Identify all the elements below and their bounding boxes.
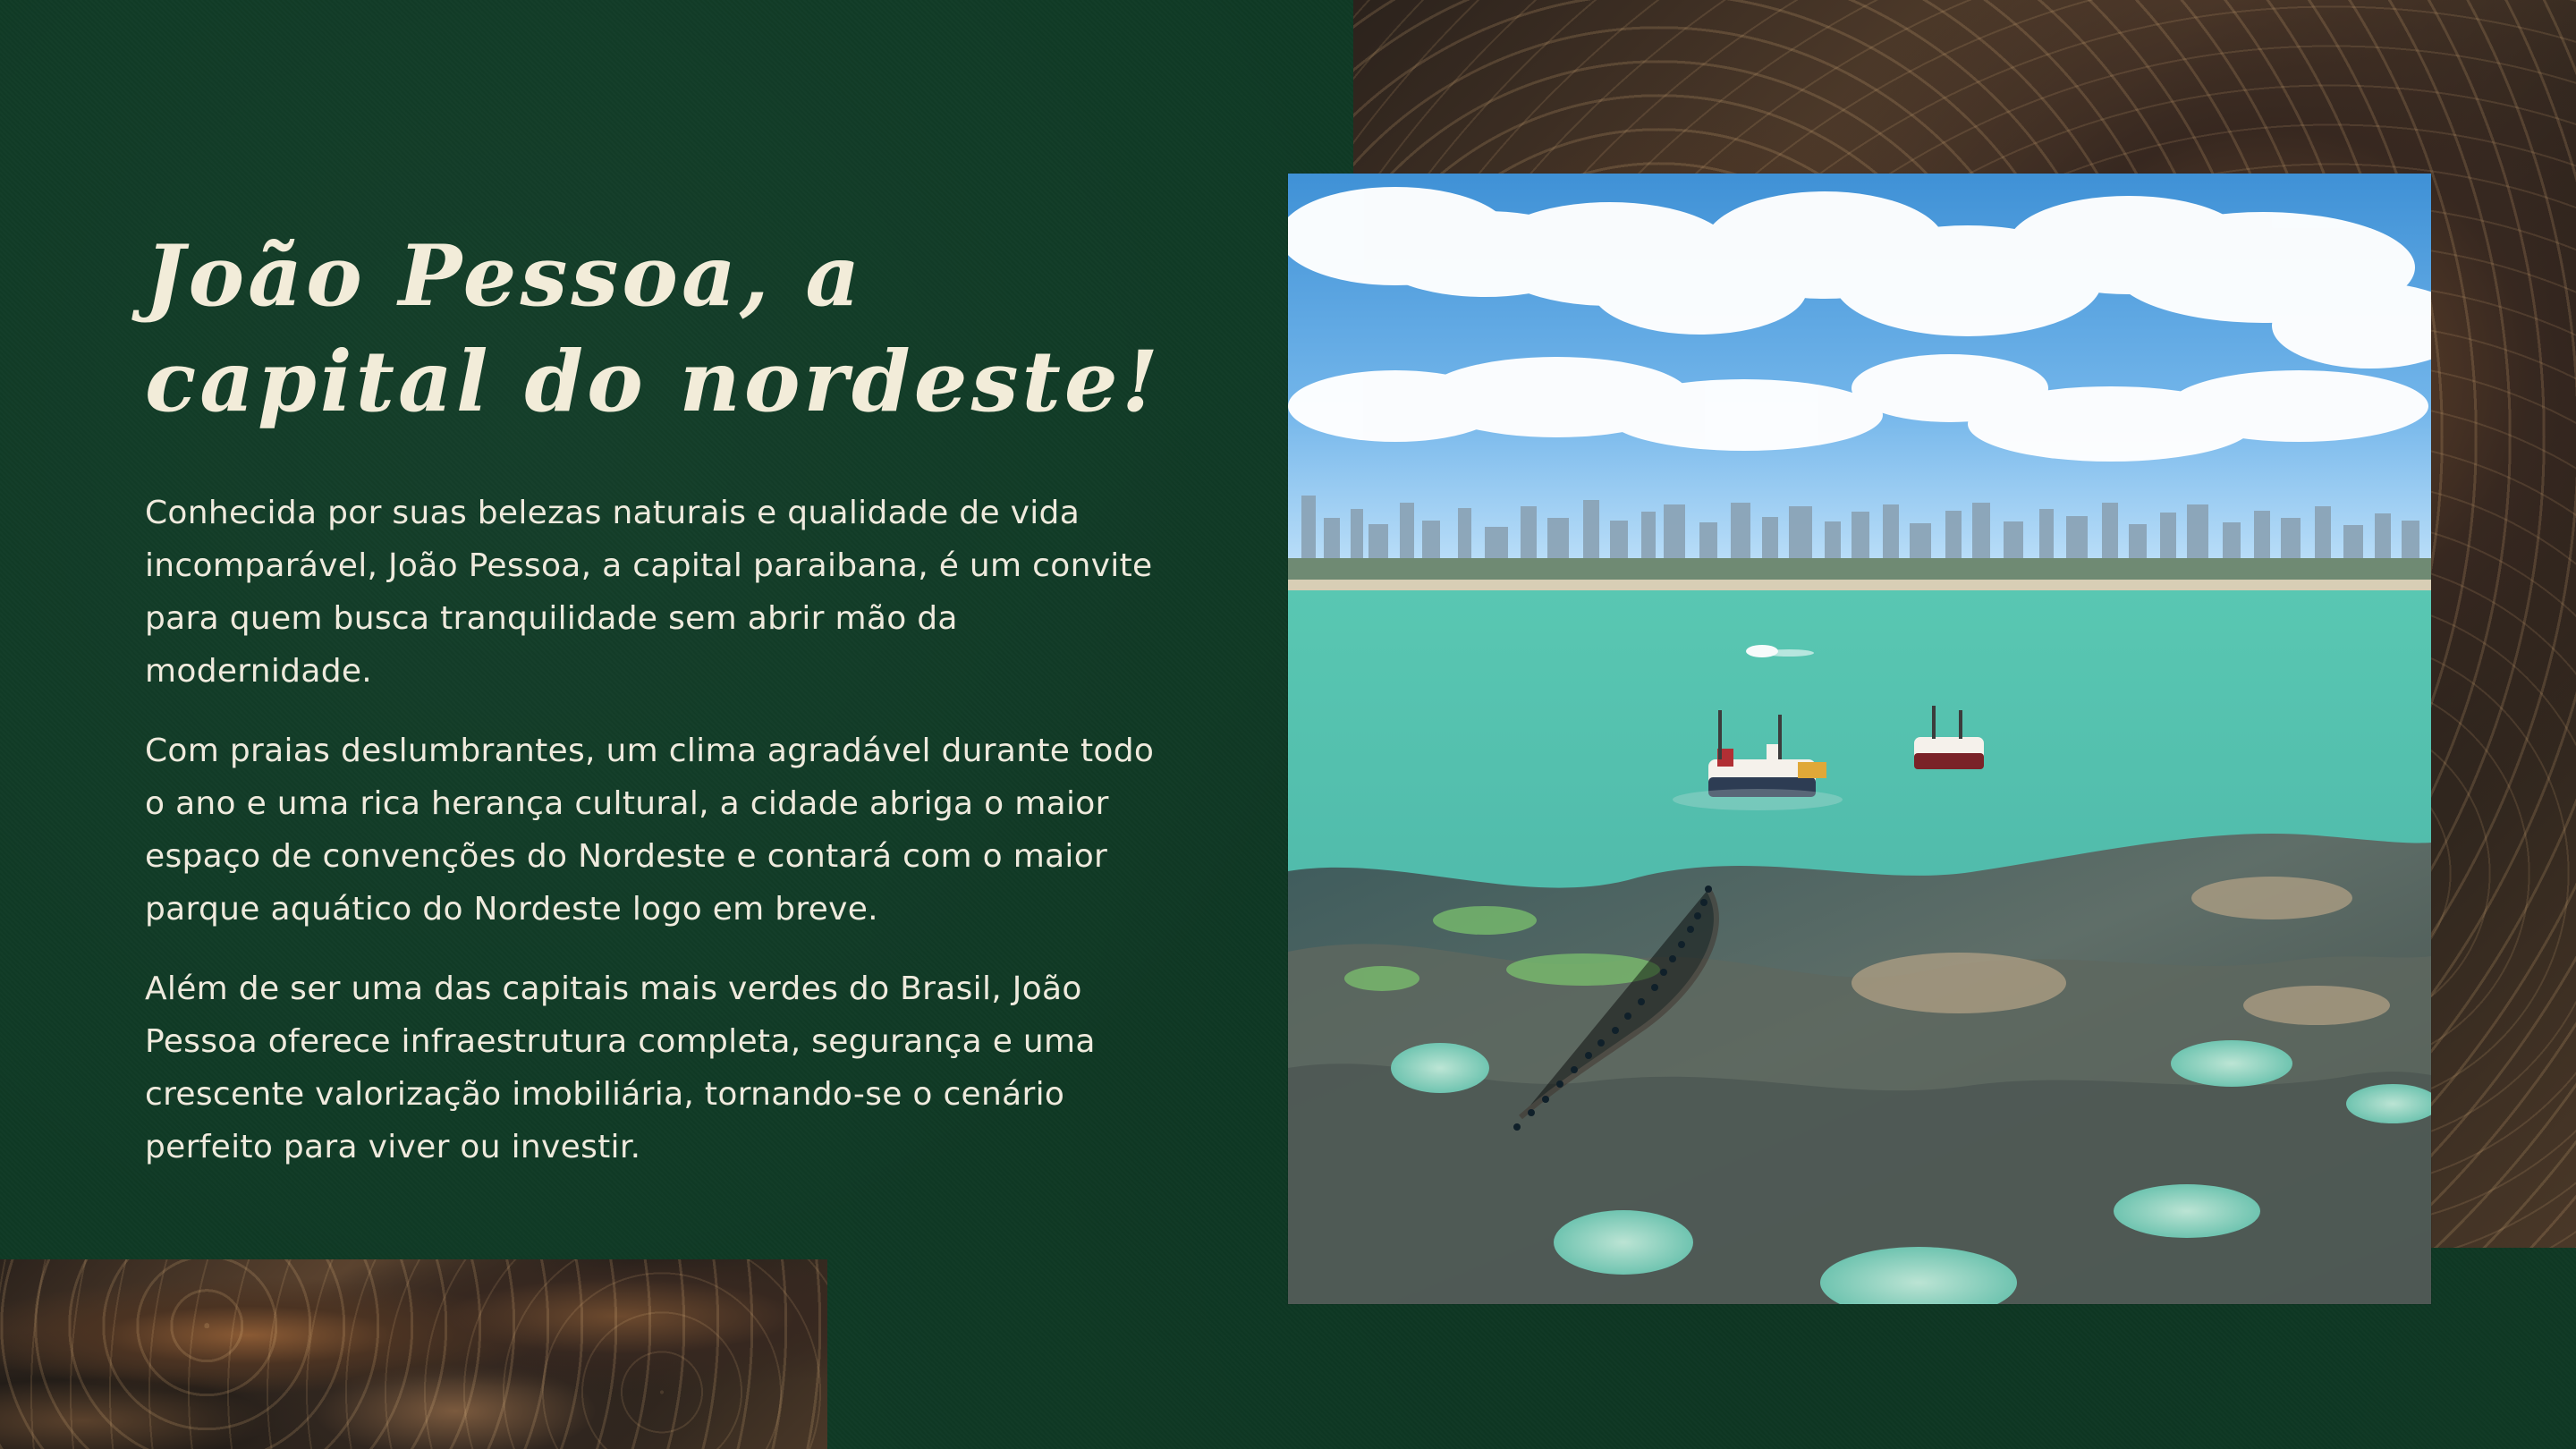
aerial-coast-illustration xyxy=(1288,174,2431,1304)
decorative-shell-texture-bottom-left xyxy=(0,1259,827,1449)
text-column xyxy=(145,224,1174,1200)
intro-paragraph: Conhecida por suas belezas naturais e qualidade de vida incomparável, João Pessoa, a capital paraibana, é um convite para quem busca tranquilidade sem abrir mão da modernidade. xyxy=(145,495,1153,690)
page-title xyxy=(145,224,1174,435)
beaches-paragraph: Com praias deslumbrantes, um clima agradável durante todo o ano e uma rica herança cultural, a cidade abriga o maior espaço de convenções do Nordeste e contará com o maior parque aquático do Nordeste logo em breve. xyxy=(145,733,1155,928)
page-title-line-2: capital do nordeste! xyxy=(145,333,1162,431)
aerial-coast-photo xyxy=(1288,174,2431,1304)
investment-paragraph: Além de ser uma das capitais mais verdes do Brasil, João Pessoa oferece infraestrutura completa, segurança e uma crescente valorização imobiliária, tornando-se o cenário perfeito para viver ou investir. xyxy=(145,970,1096,1165)
page-title-line-1: João Pessoa, a xyxy=(145,227,864,326)
